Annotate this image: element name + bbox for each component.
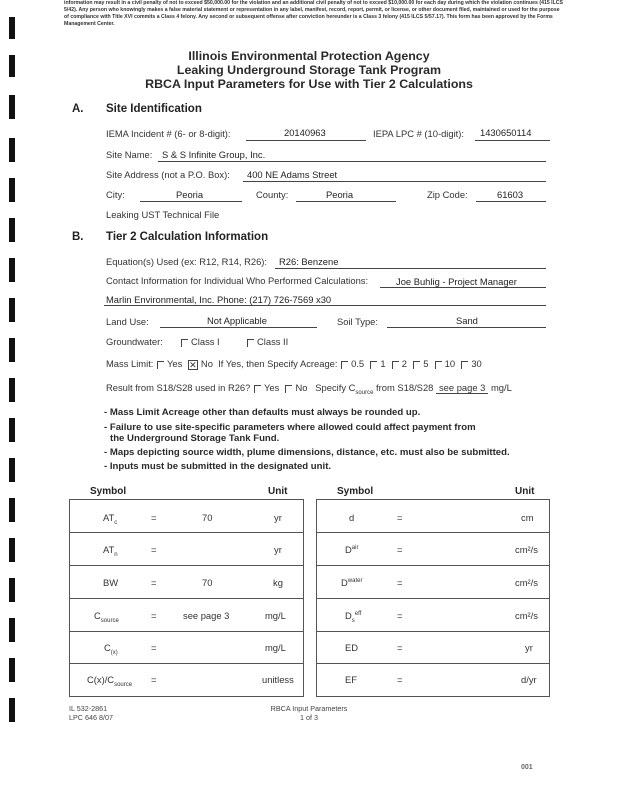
program-title: Leaking Underground Storage Tank Program: [176, 63, 442, 77]
site-name-field[interactable]: S & S Infinite Group, Inc.: [162, 149, 266, 160]
acreage-0-5-text: 0.5: [351, 358, 365, 369]
unit-atc: yr: [274, 512, 282, 523]
result-yes-checkbox[interactable]: [254, 385, 261, 393]
section-a-letter: A.: [72, 103, 84, 115]
footer-page-number: 1 of 3: [300, 713, 318, 722]
mass-limit-label: Mass Limit:: [106, 358, 154, 369]
unit-dair: cm²/s: [515, 544, 538, 555]
acreage-10-checkbox[interactable]: [435, 361, 442, 369]
eq-dseff: =: [397, 610, 403, 621]
eq-d: =: [397, 512, 403, 523]
sym-atn: $AT_n$: [103, 544, 118, 558]
acreage-1-text: 1: [380, 358, 386, 369]
section-a-title: Site Identification: [106, 103, 202, 115]
note-2b: the Underground Storage Tank Fund.: [110, 433, 280, 444]
equations-field[interactable]: R26: Benzene: [279, 256, 339, 267]
result-yes-text: Yes: [263, 382, 280, 393]
unit-cx-csource: unitless: [262, 674, 294, 685]
sym-ef: EF: [345, 674, 357, 685]
sym-cx-csource: $C(x)/C_{source}$: [87, 674, 133, 688]
unit-csource: mg/L: [265, 610, 286, 621]
left-unit-header: Unit: [268, 486, 288, 497]
sym-csource: $C_{source}$: [94, 610, 119, 624]
iema-label: IEMA Incident # (6- or 8-digit):: [106, 128, 231, 139]
class2-option[interactable]: [246, 336, 288, 347]
mass-limit-no-checkbox[interactable]: ✕: [189, 359, 197, 370]
eq-cx-csource: =: [151, 674, 157, 685]
acreage-30-checkbox[interactable]: [461, 361, 468, 369]
note-1: - Mass Limit Acreage other than defaults must always be rounded up.: [104, 407, 421, 418]
unit-dwater: cm²/s: [515, 577, 538, 588]
unit-cx: mg/L: [265, 642, 286, 653]
acreage-label: If Yes, then Specify Acreage:: [218, 358, 338, 369]
sym-dseff: $D_s^{eff}$: [345, 610, 362, 624]
page-stamp: 001: [521, 764, 533, 771]
eq-dwater: =: [397, 577, 403, 588]
footer-form-number: IL 532-2861: [69, 704, 108, 713]
unit-atn: yr: [274, 544, 282, 555]
acreage-1-checkbox[interactable]: [370, 361, 377, 369]
specify-sub: source: [355, 389, 374, 396]
mass-limit-row: [106, 358, 482, 370]
site-address-label: Site Address (not a P.O. Box):: [106, 169, 230, 180]
acreage-2-checkbox[interactable]: [392, 361, 399, 369]
note-4: - Inputs must be submitted in the designated unit.: [104, 461, 332, 472]
mass-limit-yes-checkbox[interactable]: [157, 361, 164, 369]
unit-d: cm: [521, 512, 534, 523]
right-unit-header: Unit: [515, 486, 535, 497]
class2-checkbox[interactable]: [247, 339, 254, 347]
eq-csource: =: [151, 610, 157, 621]
soil-type-field[interactable]: Sand: [456, 315, 478, 326]
result-no-checkbox[interactable]: [285, 385, 292, 393]
unit-bw: kg: [273, 577, 283, 588]
zip-field[interactable]: 61603: [497, 189, 524, 200]
val-csource[interactable]: see page 3: [183, 610, 230, 621]
footer-lpc: LPC 646 8/07: [69, 713, 113, 722]
zip-label: Zip Code:: [427, 189, 468, 200]
sym-bw: BW: [103, 577, 119, 588]
county-field[interactable]: Peoria: [326, 189, 354, 200]
lpc-field[interactable]: 1430650114: [480, 127, 532, 138]
eq-ed: =: [397, 642, 403, 653]
soil-type-label: Soil Type:: [337, 316, 378, 327]
class2-text: Class II: [257, 336, 289, 347]
sym-cx: $C_{(x)}$: [104, 642, 118, 656]
result-no-text: No: [295, 382, 308, 393]
note-2: - Failure to use site-specific parameters where allowed could affect payment from: [104, 422, 476, 433]
county-label: County:: [256, 189, 289, 200]
sym-dwater: $D^{water}$: [341, 577, 363, 588]
eq-atn: =: [151, 544, 157, 555]
sym-atc: $AT_c$: [103, 512, 118, 526]
specify-unit: mg/L: [491, 382, 512, 393]
equations-label: Equation(s) Used (ex: R12, R14, R26):: [106, 256, 268, 267]
eq-bw: =: [151, 577, 157, 588]
sym-dair: $D^{air}$: [345, 544, 359, 555]
left-parameter-table: [69, 499, 304, 697]
class1-text: Class I: [191, 336, 220, 347]
footer-center-title: RBCA Input Parameters: [270, 704, 348, 713]
note-3: - Maps depicting source width, plume dimensions, distance, etc. must also be submitted.: [104, 447, 510, 458]
eq-atc: =: [151, 512, 157, 523]
acreage-5-text: 5: [423, 358, 429, 369]
val-bw[interactable]: 70: [202, 577, 213, 588]
groundwater-label: Groundwater:: [106, 336, 163, 347]
class1-checkbox[interactable]: [181, 339, 188, 347]
eq-dair: =: [397, 544, 403, 555]
result-row: [106, 382, 512, 396]
unit-dseff: cm²/s: [515, 610, 538, 621]
contact-field[interactable]: Joe Buhlig - Project Manager: [396, 276, 517, 287]
form-title: RBCA Input Parameters for Use with Tier 2 Calculations: [145, 77, 473, 91]
iema-field[interactable]: 20140963: [284, 127, 326, 138]
right-parameter-table: [316, 499, 550, 697]
unit-ef: d/yr: [521, 674, 537, 685]
left-symbol-header: Symbol: [90, 486, 127, 497]
acreage-30-text: 30: [471, 358, 482, 369]
class1-option[interactable]: [180, 336, 220, 347]
mass-limit-yes-text: Yes: [167, 358, 183, 369]
specify-field[interactable]: see page 3: [436, 382, 488, 394]
land-use-label: Land Use:: [106, 316, 149, 327]
site-address-field[interactable]: 400 NE Adams Street: [247, 169, 338, 180]
result-label: Result from S18/S28 used in R26?: [106, 382, 251, 393]
technical-file-label: Leaking UST Technical File: [106, 209, 220, 220]
legal-warning-text: information may result in a civil penalty of not to exceed $50,000.00 for the violation and an additional civil penalty of not to exceed $10,000.00 for each day during which the violation continues (415 ILCS 5/42). Any person who knowingly makes a false material statement or representation in any label, manifest, record, report, permit, or license, or other document filed, maintained or used for the purpose of compliance with Title XVI commits a Class 4 felony. Any second or subsequent offense after conviction hereunder is a Class 3 felony (415 ILCS 5/57.17). This form has been approved by the Forms Management Center.: [64, 0, 563, 27]
eq-ef: =: [397, 674, 403, 685]
acreage-10-text: 10: [444, 358, 456, 369]
section-b-title: Tier 2 Calculation Information: [106, 231, 269, 243]
agency-title: Illinois Environmental Protection Agency: [188, 49, 430, 63]
sym-ed: ED: [345, 642, 359, 653]
lpc-label: IEPA LPC # (10-digit):: [373, 128, 465, 139]
sym-d: d: [349, 512, 355, 523]
val-atc[interactable]: 70: [202, 512, 213, 523]
contact-label: Contact Information for Individual Who Performed Calculations:: [106, 275, 369, 286]
right-symbol-header: Symbol: [337, 486, 374, 497]
mass-limit-no-text: No: [200, 358, 213, 369]
eq-cx: =: [151, 642, 157, 653]
site-name-label: Site Name:: [106, 149, 153, 160]
acreage-2-text: 2: [401, 358, 408, 369]
city-field[interactable]: Peoria: [176, 189, 204, 200]
acreage-5-checkbox[interactable]: [413, 361, 420, 369]
specify-tail: from S18/S28: [376, 382, 434, 393]
specify-label: Specify C: [315, 382, 356, 393]
contact-line2-field[interactable]: Marlin Environmental, Inc. Phone: (217) 726-7569 x30: [106, 294, 332, 305]
acreage-0-5-checkbox[interactable]: [341, 361, 348, 369]
land-use-field[interactable]: Not Applicable: [207, 315, 267, 326]
section-b-letter: B.: [72, 231, 84, 243]
unit-ed: yr: [525, 642, 533, 653]
city-label: City:: [106, 189, 125, 200]
